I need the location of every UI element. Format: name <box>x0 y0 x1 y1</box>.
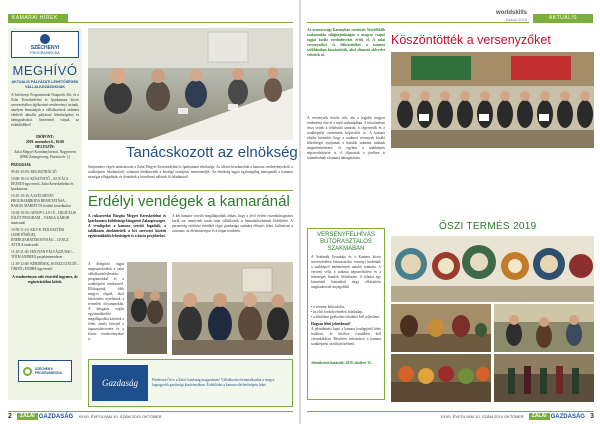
page-number: 3 <box>590 413 594 420</box>
erdelyi-title: Erdélyi vendégek a kamaránál <box>88 193 290 210</box>
left-page <box>0 0 299 424</box>
worldskills-sub: Kazan 2019 <box>505 17 527 22</box>
right-footer <box>307 411 594 421</box>
visitors-photo <box>127 262 167 354</box>
worldskills-text: worldskills <box>495 10 527 16</box>
jelentkezes-text: A jelentkezési lapot a kamara honlapjáról lehet letölteni, és kitöltve e-mailben kell visszaküldeni. Részletes információ a kamara szakképzési osztályán kérhető. <box>311 327 381 346</box>
szechenyi-bottom-logo <box>18 360 72 382</box>
divider <box>88 190 293 191</box>
erdelyi-col1: A delegáció tagjai megismerkedtek a zalai vállalkozásfejlesztési programokkal és a szakképzési rendszerrel. Ellátogattak több megyei cégnél, ahol betekintést nyerhettek a termelési folyamatokba. A látogatás végén együttműködési megállapodást kötöttek a felek, amely kiterjed a tapasztalatcserére és a közös rendezvényekre is. <box>88 262 124 341</box>
bottom-logo-text: SZÉCHENYI PROGRAMIRODA <box>35 367 62 375</box>
program-item: 09:45-10:00: REGISZTRÁCIÓ <box>11 170 57 174</box>
award-photo <box>391 52 594 148</box>
worldskills-logo <box>479 10 527 22</box>
wine-illustration <box>494 354 594 402</box>
meghivo-intro: A Széchenyi Programiroda Nonprofit Kft. és a Zalai Kereskedelmi és Iparkamara közös szervezésében tájékoztató rendezvényt tartunk, amelyen bemutatjuk a vállalkozások számára elérhető aktuális pályázati lehetőségeket és támogatásokat. Szeretettel várjuk az érdeklődőket! <box>11 93 79 127</box>
section-rule <box>68 22 293 23</box>
bullet-item: • a döntőben gyakorlati feladatot kell teljesíteni. <box>311 315 381 319</box>
ad-box <box>88 359 293 407</box>
program-item: 11:30-12:00: KÉRDÉSEK, KONZULTÁCIÓ – ÖRDÖG ENDRE ügyvezető <box>11 262 80 271</box>
program-list <box>11 170 79 272</box>
helyszin-value: Zalai Megyei Kormányhivatal, Nagyterem (8900 Zalaegerszeg, Piarista tér 1.) <box>14 150 76 159</box>
meghivo-column <box>8 28 82 400</box>
verseny-text: A Szakmák Éjszakája és a Kamara közös szervezésében bútorasztalos versenyt hirdetünk a szakképző intézmények tanulói számára. A verseny célja a szakma népszerűsítése és a tehetséges fiatalok felfedezése. A feladat egy kisméretű használati tárgy elkészítése meghatározott anyagokból. <box>311 255 381 289</box>
delegation-photo <box>172 262 293 355</box>
section-rule <box>307 22 529 23</box>
tanacskozott-title: Tanácskozott az elnökség <box>126 144 298 161</box>
meeting-photo <box>88 28 293 140</box>
footer-brand-tag: ZALAI <box>17 413 38 420</box>
program-item: 11:10-11:30: HOGYAN PÁLYÁZZUNK? – TÓTH ANDREA projektmenedzser <box>11 250 75 259</box>
szechenyi-logo <box>11 31 79 58</box>
koszonto-text: A versenyzők között volt, aki a legjobb magyar eredményt érte el a saját szakmájában. A köszöntésen részt vettek a felkészítő tanárok, a cégvezetők és a szakképzési centrumok képviselői is. A kamara elnöke kiemelte, hogy a szakmai versenyek kiváló lehetőséget nyújtanak a fiatalok számára tudásuk megmérettetésére, és egyben a szakképzés népszerűsítésére is. A díjazottak a jövőben is számíthatnak a kamara támogatására. <box>307 116 385 160</box>
ad-logo <box>92 365 148 401</box>
visitors-illustration <box>127 262 167 354</box>
koszonto-lead: Az oroszországi Kazanyban rendezett WorldSkills szakmunkás világbajnokságon a magyar csapat tagjai kiváló eredményeket értek el. A zalai versenyzőket és felkészítőiket a kamara székházában köszöntötték, ahol elismerő oklevelet vehettek át. <box>307 28 385 57</box>
right-page <box>301 0 600 424</box>
verseny-bullets <box>311 305 381 320</box>
hogyan-heading: Hogyan lehet jelentkezni? <box>311 322 351 326</box>
meeting-illustration <box>88 28 293 140</box>
verseny-title: VERSENYFELHÍVÁS BÚTORASZTALOS SZAKMÁBAN <box>317 232 375 252</box>
szechenyi-bottom-emblem <box>23 367 32 376</box>
footer-brand-name: GAZDASÁG <box>550 414 585 420</box>
produce-illustration <box>391 354 491 402</box>
logo-line-2: PROGRAMIRODA <box>30 51 60 55</box>
osz-title: ŐSZI TERMÉS 2019 <box>439 221 537 232</box>
section-header: KAMARAI HÍREK <box>8 14 68 23</box>
produce-photo <box>391 354 491 402</box>
market-photo <box>494 304 594 352</box>
koszonto-title: Köszöntötték a versenyzőket <box>391 33 551 47</box>
bullet-item: • a verseny kétfordulós, <box>311 305 345 309</box>
crafts-photo <box>391 304 491 352</box>
crafts-illustration <box>391 304 491 352</box>
bullet-item: • az első forduló elméleti feladatlap, <box>311 310 363 314</box>
hatarido: Jelentkezési határidő: 2019. október 31. <box>311 361 372 365</box>
wine-photo <box>494 354 594 402</box>
meghivo-closing: A rendezvényen való részvétel ingyenes, de regisztrációhoz kötött. <box>12 275 78 284</box>
erdelyi-lead: A csíkszeredai Hargita Megyei Kereskedelmi és Iparkamara küldöttsége látogatott Zalaegerszegre. A vendégeket a kamara vezetői fogadták, a találkozón áttekintették a két szervezet közötti együttműködés lehetőségeit és a közös projekteket. <box>88 214 166 238</box>
program-item: 10:00-10:10: KÖSZÖNTŐ – KOVÁCS ÉKESDI ügyvezető, Zalai Kereskedelmi és Iparkamara <box>11 177 74 191</box>
ido-value: 2019. november 6., 10:00 <box>25 140 65 144</box>
verseny-box <box>307 228 385 400</box>
market-illustration <box>494 304 594 352</box>
footer-issue: XXVII. ÉVFOLYAM 10. SZÁM 2019 OKTÓBER <box>440 414 524 419</box>
footer-brand-name: GAZDASÁG <box>38 414 74 420</box>
section-header: AKTUÁLIS <box>533 14 593 23</box>
left-footer <box>8 411 293 421</box>
ad-logo-text: Gazdaság <box>101 378 138 388</box>
page-number: 2 <box>8 413 12 420</box>
helyszin-label: HELYSZÍN: <box>35 145 55 149</box>
tanacskozott-text: Szeptember végén tanácskozott a Zalai Megyei Kereskedelmi és Iparkamara elnöksége. Az ülésen beszámoltak a kamarai rendezvényekről, a szakképzési feladatokról, valamint áttekintették a közelgő tisztújítás menetrendjét. Az elnökség tagjai egyhangúlag támogatták a kamarai stratégia elfogadását, és döntöttek a következő időszak fő feladatairól. <box>88 165 293 179</box>
footer-brand-tag: ZALAI <box>529 413 550 420</box>
delegation-illustration <box>172 262 293 355</box>
program-label: PROGRAM: <box>11 163 32 167</box>
footer-issue: XXVII. ÉVFOLYAM 10. SZÁM 2019 OKTÓBER <box>78 414 162 419</box>
program-item: 10:30-10:50: GINOP-1.2.8-19 – DIGITÁLIS JÓLÉT PROGRAM – VARGA GÁBOR tanácsadó <box>11 211 76 225</box>
program-item: 10:10-10:30: A SZÉCHENYI PROGRAMIRODA BEMUTATÁSA – BAKOS MARIETTA területi koordinátor <box>11 194 71 208</box>
logo-line-1: SZÉCHENYI <box>30 45 60 51</box>
meghivo-subtitle: AKTUÁLIS PÁLYÁZATI LEHETŐSÉGEK VÁLLALKOZÁSOKNAK <box>11 80 79 89</box>
award-illustration <box>391 52 594 148</box>
ido-label: IDŐPONT: <box>36 135 54 139</box>
pottery-illustration <box>391 236 594 302</box>
program-item: 10:50-11:10: KKV-K FEJLESZTÉSI LEHETŐSÉGEI, ENERGIAHATÉKONYSÁG – LENCZ ATTILA tanácsadó <box>11 228 69 247</box>
pottery-photo <box>391 236 594 302</box>
erdelyi-col2: A két kamara vezetői megállapodtak abban, hogy a jövő évben viszontlátogatásra kerül sor, amelynek során zalai vállalkozók is bemutatkozhatnak Erdélyben. A partnerség erősítése mindkét régió gazdasága számára előnyös lehet, különösen a turizmus, az élelmiszeripar és a faipar területén. <box>172 214 293 233</box>
ad-text: Hirdessen Ön is a Zalai Gazdaság magazinban! Vállalkozása bemutatkozhat a megye legnagyobb gazdasági kiadványában. Érdeklődni a kamara elérhetőségein lehet. <box>152 378 275 387</box>
meghivo-title: MEGHÍVÓ <box>12 63 78 78</box>
szechenyi-logo-emblem <box>40 34 50 44</box>
